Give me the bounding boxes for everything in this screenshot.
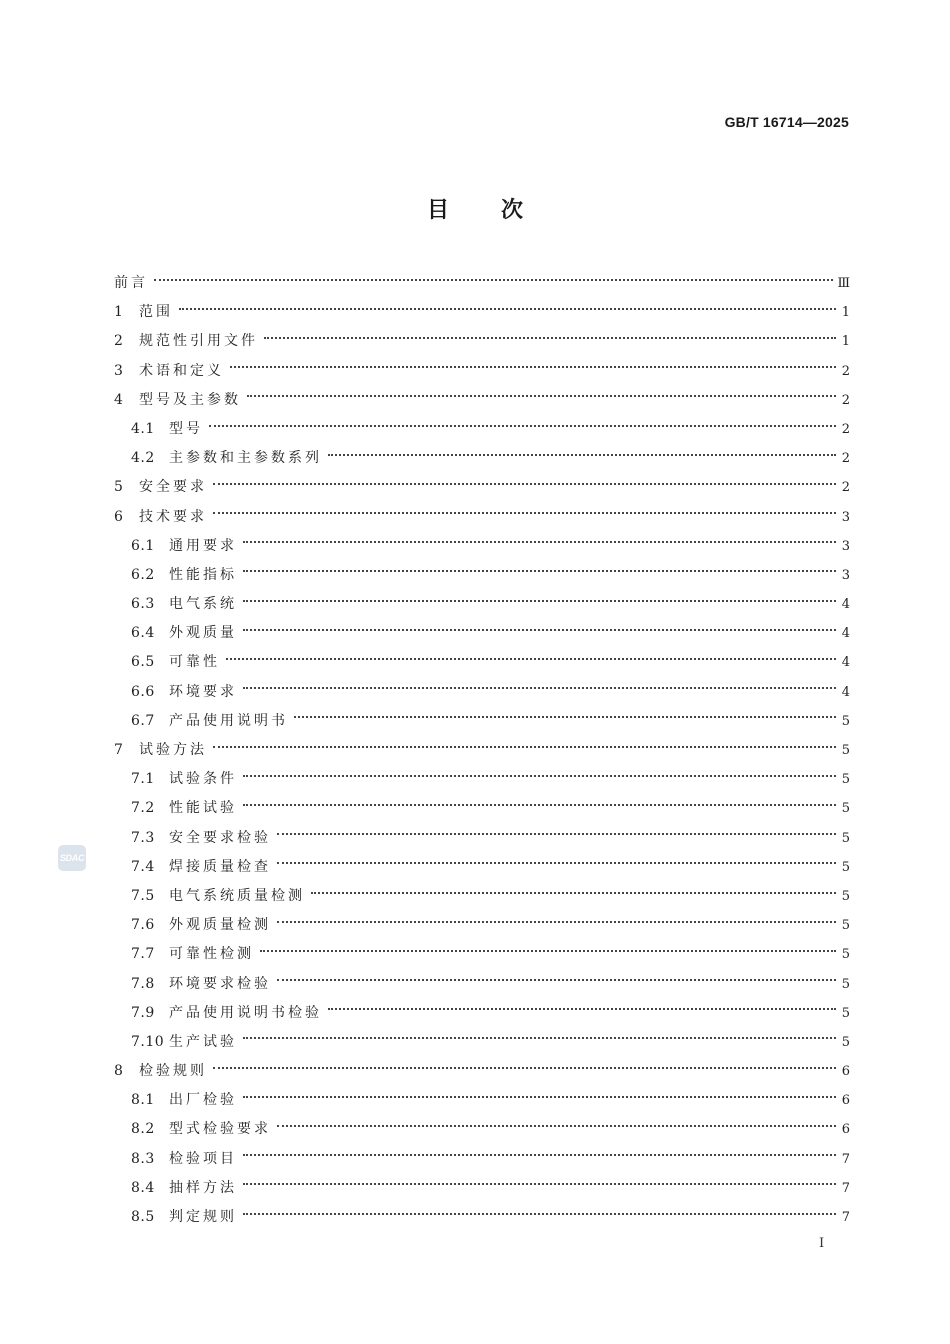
toc-entry-title: 焊接质量检查 [169, 858, 271, 875]
toc-dot-leader [264, 337, 836, 339]
toc-entry-page: 4 [841, 684, 850, 700]
toc-dot-leader [328, 1008, 836, 1010]
toc-entry-number: 8.4 [131, 1179, 155, 1196]
toc-entry-page: 3 [841, 567, 850, 583]
toc-entry-number: 6.6 [131, 683, 155, 700]
toc-entry-title: 检验规则 [139, 1063, 207, 1080]
toc-entry-number: 7.10 [131, 1033, 165, 1050]
toc-entry-title: 产品使用说明书 [169, 712, 288, 729]
toc-entry[interactable] [114, 1203, 850, 1232]
toc-dot-leader [213, 483, 836, 485]
toc-entry-number: 6.1 [131, 537, 155, 554]
toc-entry[interactable] [114, 327, 850, 356]
toc-dot-leader [243, 570, 836, 572]
toc-entry[interactable] [114, 911, 850, 940]
toc-entry-number: 4.2 [131, 450, 155, 467]
toc-dot-leader [154, 279, 833, 281]
toc-entry-page: 3 [841, 538, 850, 554]
toc-entry-title: 术语和定义 [139, 362, 224, 379]
toc-entry[interactable] [114, 824, 850, 853]
toc-entry-page: 6 [841, 1122, 850, 1138]
toc-entry-title: 主参数和主参数系列 [169, 450, 322, 467]
toc-entry-page: 2 [841, 363, 850, 379]
toc-entry-title: 电气系统 [169, 596, 237, 613]
toc-entry-number: 6.5 [131, 654, 155, 671]
toc-dot-leader [243, 1183, 836, 1185]
toc-entry[interactable] [114, 386, 850, 415]
toc-entry-number: 7.3 [131, 829, 155, 846]
toc-entry-number: 1 [114, 304, 124, 321]
toc-entry-title: 型式检验要求 [169, 1121, 271, 1138]
toc-dot-leader [226, 658, 836, 660]
toc-dot-leader [243, 629, 836, 631]
toc-entry[interactable] [114, 473, 850, 502]
toc-entry-number: 7.1 [131, 771, 155, 788]
toc-dot-leader [209, 425, 836, 427]
toc-entry-page: 7 [841, 1180, 850, 1196]
toc-entry-number: 6 [114, 508, 124, 525]
toc-entry-page: 5 [841, 888, 850, 904]
toc-entry-title: 环境要求 [169, 683, 237, 700]
page-title: 目次 [426, 198, 575, 223]
toc-dot-leader [213, 746, 836, 748]
toc-dot-leader [243, 1096, 836, 1098]
toc-entry-number: 7.2 [131, 800, 155, 817]
toc-entry-number: 7.6 [131, 917, 155, 934]
toc-entry[interactable] [114, 794, 850, 823]
toc-entry[interactable] [114, 561, 850, 590]
toc-entry[interactable] [114, 444, 850, 473]
toc-entry-page: 7 [841, 1210, 850, 1225]
toc-entry-page: 5 [841, 976, 850, 992]
toc-entry-number: 7 [114, 742, 124, 758]
toc-entry-number: 7.8 [131, 975, 155, 992]
toc-entry-page: 5 [841, 1005, 850, 1021]
toc-entry-title: 可靠性检测 [169, 946, 254, 963]
toc-entry-number: 2 [114, 333, 124, 350]
toc-dot-leader [311, 892, 836, 894]
toc-entry-number: 6.3 [131, 596, 155, 613]
toc-entry-page: Ⅲ [837, 276, 850, 291]
toc-dot-leader [277, 979, 836, 981]
toc-entry[interactable] [114, 415, 850, 444]
toc-entry-title: 生产试验 [169, 1033, 237, 1050]
toc-entry-number: 7.4 [131, 858, 155, 875]
toc-dot-leader [294, 716, 836, 718]
toc-dot-leader [243, 541, 836, 543]
watermark-logo-text: SDAC [59, 853, 85, 863]
toc-entry-title: 外观质量 [169, 625, 237, 642]
toc-entry-title: 电气系统质量检测 [169, 887, 305, 904]
toc-entry[interactable] [114, 503, 850, 532]
toc-entry-page: 5 [841, 1034, 850, 1050]
toc-entry-title: 范围 [139, 304, 173, 321]
toc-entry-page: 2 [841, 392, 850, 408]
watermark-logo [58, 845, 86, 871]
toc-entry-page: 5 [841, 801, 850, 817]
toc-entry-page: 6 [841, 1093, 850, 1109]
standard-code: GB/T 16714—2025 [724, 114, 849, 130]
toc-dot-leader [243, 600, 836, 602]
toc-entry-title: 性能指标 [169, 566, 237, 583]
toc-entry-number: 8.3 [131, 1150, 155, 1167]
toc-entry-title: 抽样方法 [169, 1179, 237, 1196]
toc-entry-number: 4.1 [131, 420, 155, 437]
toc-entry-page: 5 [841, 918, 850, 934]
toc-dot-leader [230, 366, 836, 368]
toc-entry-number: 6.4 [131, 625, 155, 642]
toc-entry-title: 外观质量检测 [169, 917, 271, 934]
toc-entry-page: 5 [841, 772, 850, 788]
toc-dot-leader [277, 862, 836, 864]
toc-entry[interactable] [114, 532, 850, 561]
toc-entry-title: 产品使用说明书检验 [169, 1004, 322, 1021]
toc-entry-number: 7.5 [131, 887, 155, 904]
toc-entry-number: 3 [114, 362, 124, 379]
toc-entry-page: 4 [841, 655, 850, 671]
toc-dot-leader [243, 804, 836, 806]
toc-entry[interactable] [114, 736, 850, 765]
toc-entry-number: 6.2 [131, 566, 155, 583]
toc-entry-page: 5 [841, 947, 850, 963]
toc-entry-number: 5 [114, 479, 124, 496]
toc-entry[interactable] [114, 1145, 850, 1174]
toc-entry-page: 5 [841, 713, 850, 729]
toc-entry-title: 安全要求检验 [169, 829, 271, 846]
toc-dot-leader [243, 687, 836, 689]
toc-entry-title: 环境要求检验 [169, 975, 271, 992]
toc-entry-page: 5 [841, 859, 850, 875]
toc-entry-page: 2 [841, 421, 850, 437]
toc-entry-page: 5 [841, 743, 850, 758]
toc-entry[interactable] [114, 619, 850, 648]
toc-entry-title: 型号 [169, 420, 203, 437]
toc-dot-leader [277, 833, 836, 835]
toc-entry[interactable] [114, 648, 850, 677]
toc-dot-leader [213, 1067, 836, 1069]
toc-entry[interactable] [114, 1028, 850, 1057]
toc-entry-title: 试验条件 [169, 771, 237, 788]
toc-entry-title: 判定规则 [169, 1209, 237, 1225]
toc-entry-page: 1 [841, 334, 850, 350]
toc-entry[interactable] [114, 678, 850, 707]
toc-entry[interactable] [114, 999, 850, 1028]
toc-entry[interactable] [114, 1086, 850, 1115]
toc-dot-leader [277, 1125, 836, 1127]
toc-entry-title: 性能试验 [169, 800, 237, 817]
toc-entry-title: 通用要求 [169, 537, 237, 554]
toc-entry[interactable] [114, 269, 850, 298]
toc-entry-number: 8 [114, 1063, 124, 1080]
toc-entry-number: 7.7 [131, 946, 155, 963]
toc-entry-number: 8.5 [131, 1209, 155, 1225]
toc-entry[interactable] [114, 707, 850, 736]
toc-dot-leader [328, 454, 836, 456]
toc-entry-number: 8.2 [131, 1121, 155, 1138]
toc-entry[interactable] [114, 357, 850, 386]
toc-entry-number: 7.9 [131, 1004, 155, 1021]
toc-entry[interactable] [114, 1174, 850, 1203]
toc-entry-page: 2 [841, 480, 850, 496]
toc-dot-leader [243, 775, 836, 777]
toc-entry-page: 7 [841, 1151, 850, 1167]
toc-dot-leader [243, 1154, 836, 1156]
toc-entry-title: 检验项目 [169, 1150, 237, 1167]
toc-dot-leader [243, 1213, 836, 1215]
toc-entry[interactable] [114, 1057, 850, 1086]
toc-dot-leader [179, 308, 836, 310]
toc-entry-title: 型号及主参数 [139, 391, 241, 408]
toc-entry[interactable] [114, 1115, 850, 1144]
toc-dot-leader [277, 921, 836, 923]
toc-dot-leader [247, 395, 836, 397]
toc-entry[interactable] [114, 590, 850, 619]
toc-entry-page: 4 [841, 626, 850, 642]
toc-entry-page: 2 [841, 451, 850, 467]
toc-entry-title: 可靠性 [169, 654, 220, 671]
toc-entry-page: 6 [841, 1064, 850, 1080]
toc-dot-leader [260, 950, 836, 952]
toc-entry-title: 安全要求 [139, 479, 207, 496]
toc-entry-page: 4 [841, 597, 850, 613]
toc-entry-title: 前言 [114, 275, 148, 291]
table-of-contents [114, 269, 850, 1232]
toc-entry[interactable] [114, 882, 850, 911]
toc-entry[interactable] [114, 853, 850, 882]
toc-entry[interactable] [114, 765, 850, 794]
toc-entry-page: 1 [841, 305, 850, 321]
toc-entry-number: 6.7 [131, 712, 155, 729]
page-number: I [819, 1236, 825, 1251]
toc-entry-page: 3 [841, 509, 850, 525]
toc-dot-leader [213, 512, 836, 514]
toc-entry-number: 8.1 [131, 1092, 155, 1109]
toc-entry[interactable] [114, 298, 850, 327]
toc-entry-title: 规范性引用文件 [139, 333, 258, 350]
toc-entry-number: 4 [114, 391, 124, 408]
toc-entry-title: 技术要求 [139, 508, 207, 525]
toc-entry-title: 试验方法 [139, 742, 207, 758]
toc-entry[interactable] [114, 940, 850, 969]
toc-entry-title: 出厂检验 [169, 1092, 237, 1109]
toc-entry-page: 5 [841, 830, 850, 846]
toc-dot-leader [243, 1037, 836, 1039]
toc-entry[interactable] [114, 970, 850, 999]
